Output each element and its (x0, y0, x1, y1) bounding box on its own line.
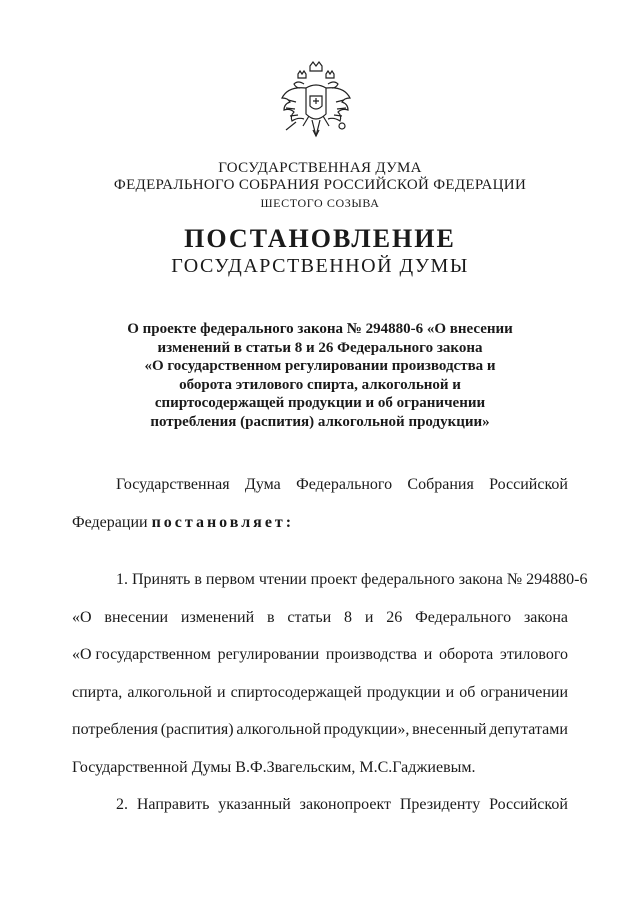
word: статьи (287, 608, 332, 626)
word: Российской (489, 796, 568, 813)
coat-of-arms-icon (276, 60, 356, 148)
word: Федерации (72, 513, 148, 531)
subject-line: О проекте федерального закона № 294880-6 «О внесении (127, 321, 513, 337)
word: Направить (136, 796, 210, 813)
word: этилового (499, 646, 568, 663)
word: изменений (180, 608, 255, 626)
paragraph-1-line: Государственной Думы В.Ф.Звагельским, М.С.Гаджиевым. (72, 758, 476, 776)
word: и (423, 646, 433, 663)
word: указанный (218, 796, 291, 813)
word: продукции (366, 683, 441, 701)
word: оборота (439, 646, 494, 663)
word: алкогольной (127, 683, 212, 701)
word: и (445, 683, 455, 701)
word: депутатами (489, 721, 568, 738)
word: Президенту (399, 796, 481, 813)
word: «О государственном (72, 646, 211, 663)
word: (распития) (160, 721, 234, 738)
subject-line: спиртосодержащей продукции и об ограничении (154, 395, 486, 411)
document-title: ПОСТАНОВЛЕНИЕ (184, 224, 456, 253)
paragraph-1-line (72, 721, 568, 759)
word: спирта, (72, 683, 123, 701)
subject-line: потребления (распития) алкогольной продукции» (150, 413, 490, 430)
word: ограничении (480, 683, 568, 701)
word: Государственная (116, 476, 230, 493)
word: Федерального (415, 608, 512, 626)
word: продукции», (323, 721, 410, 738)
word: регулировании (217, 646, 320, 663)
word: закона (523, 608, 568, 626)
word: 8 (344, 608, 353, 626)
word: и (216, 683, 226, 701)
word: внесении (104, 608, 169, 626)
subject-line: оборота этилового спирта, алкогольной и (179, 376, 461, 393)
intro-line (72, 476, 568, 514)
word: об (459, 683, 476, 701)
word: Федерального (296, 476, 393, 493)
org-line-convocation: ШЕСТОГО СОЗЫВА (260, 196, 380, 210)
word: «О (72, 608, 92, 626)
paragraph-1-line (72, 609, 568, 647)
word: в (266, 608, 275, 626)
word: законопроект (299, 796, 391, 813)
word: и (364, 608, 374, 626)
paragraph-1-line (72, 684, 568, 722)
paragraph-1-line (72, 646, 568, 684)
word: производства (325, 646, 418, 663)
word: 26 (386, 608, 403, 626)
subject-line: «О государственном регулировании производства и (144, 358, 496, 374)
paragraph-1-line: 1. Принять в первом чтении проект федерального закона № 294880-6 (116, 571, 588, 588)
word: алкогольной (236, 721, 321, 738)
word: 2. (116, 796, 128, 813)
intro-line-end (72, 514, 568, 552)
word: Собрания (407, 476, 474, 493)
word: потребления (72, 721, 158, 738)
word: Российской (489, 476, 568, 493)
org-line-duma: ГОСУДАРСТВЕННАЯ ДУМА (218, 160, 422, 176)
org-line-federal-assembly: ФЕДЕРАЛЬНОГО СОБРАНИЯ РОССИЙСКОЙ ФЕДЕРАЦИИ (113, 177, 527, 193)
word: внесенный (412, 721, 487, 738)
word: Дума (244, 476, 281, 493)
document-subtitle: ГОСУДАРСТВЕННОЙ ДУМЫ (171, 255, 469, 277)
decree-word: постановляет: (151, 513, 295, 531)
resolution-body (72, 476, 588, 834)
resolution-subject (100, 320, 540, 431)
subject-line: изменений в статьи 8 и 26 Федерального закона (157, 339, 483, 356)
paragraph-2-line (72, 796, 568, 834)
word: спиртосодержащей (230, 683, 362, 701)
